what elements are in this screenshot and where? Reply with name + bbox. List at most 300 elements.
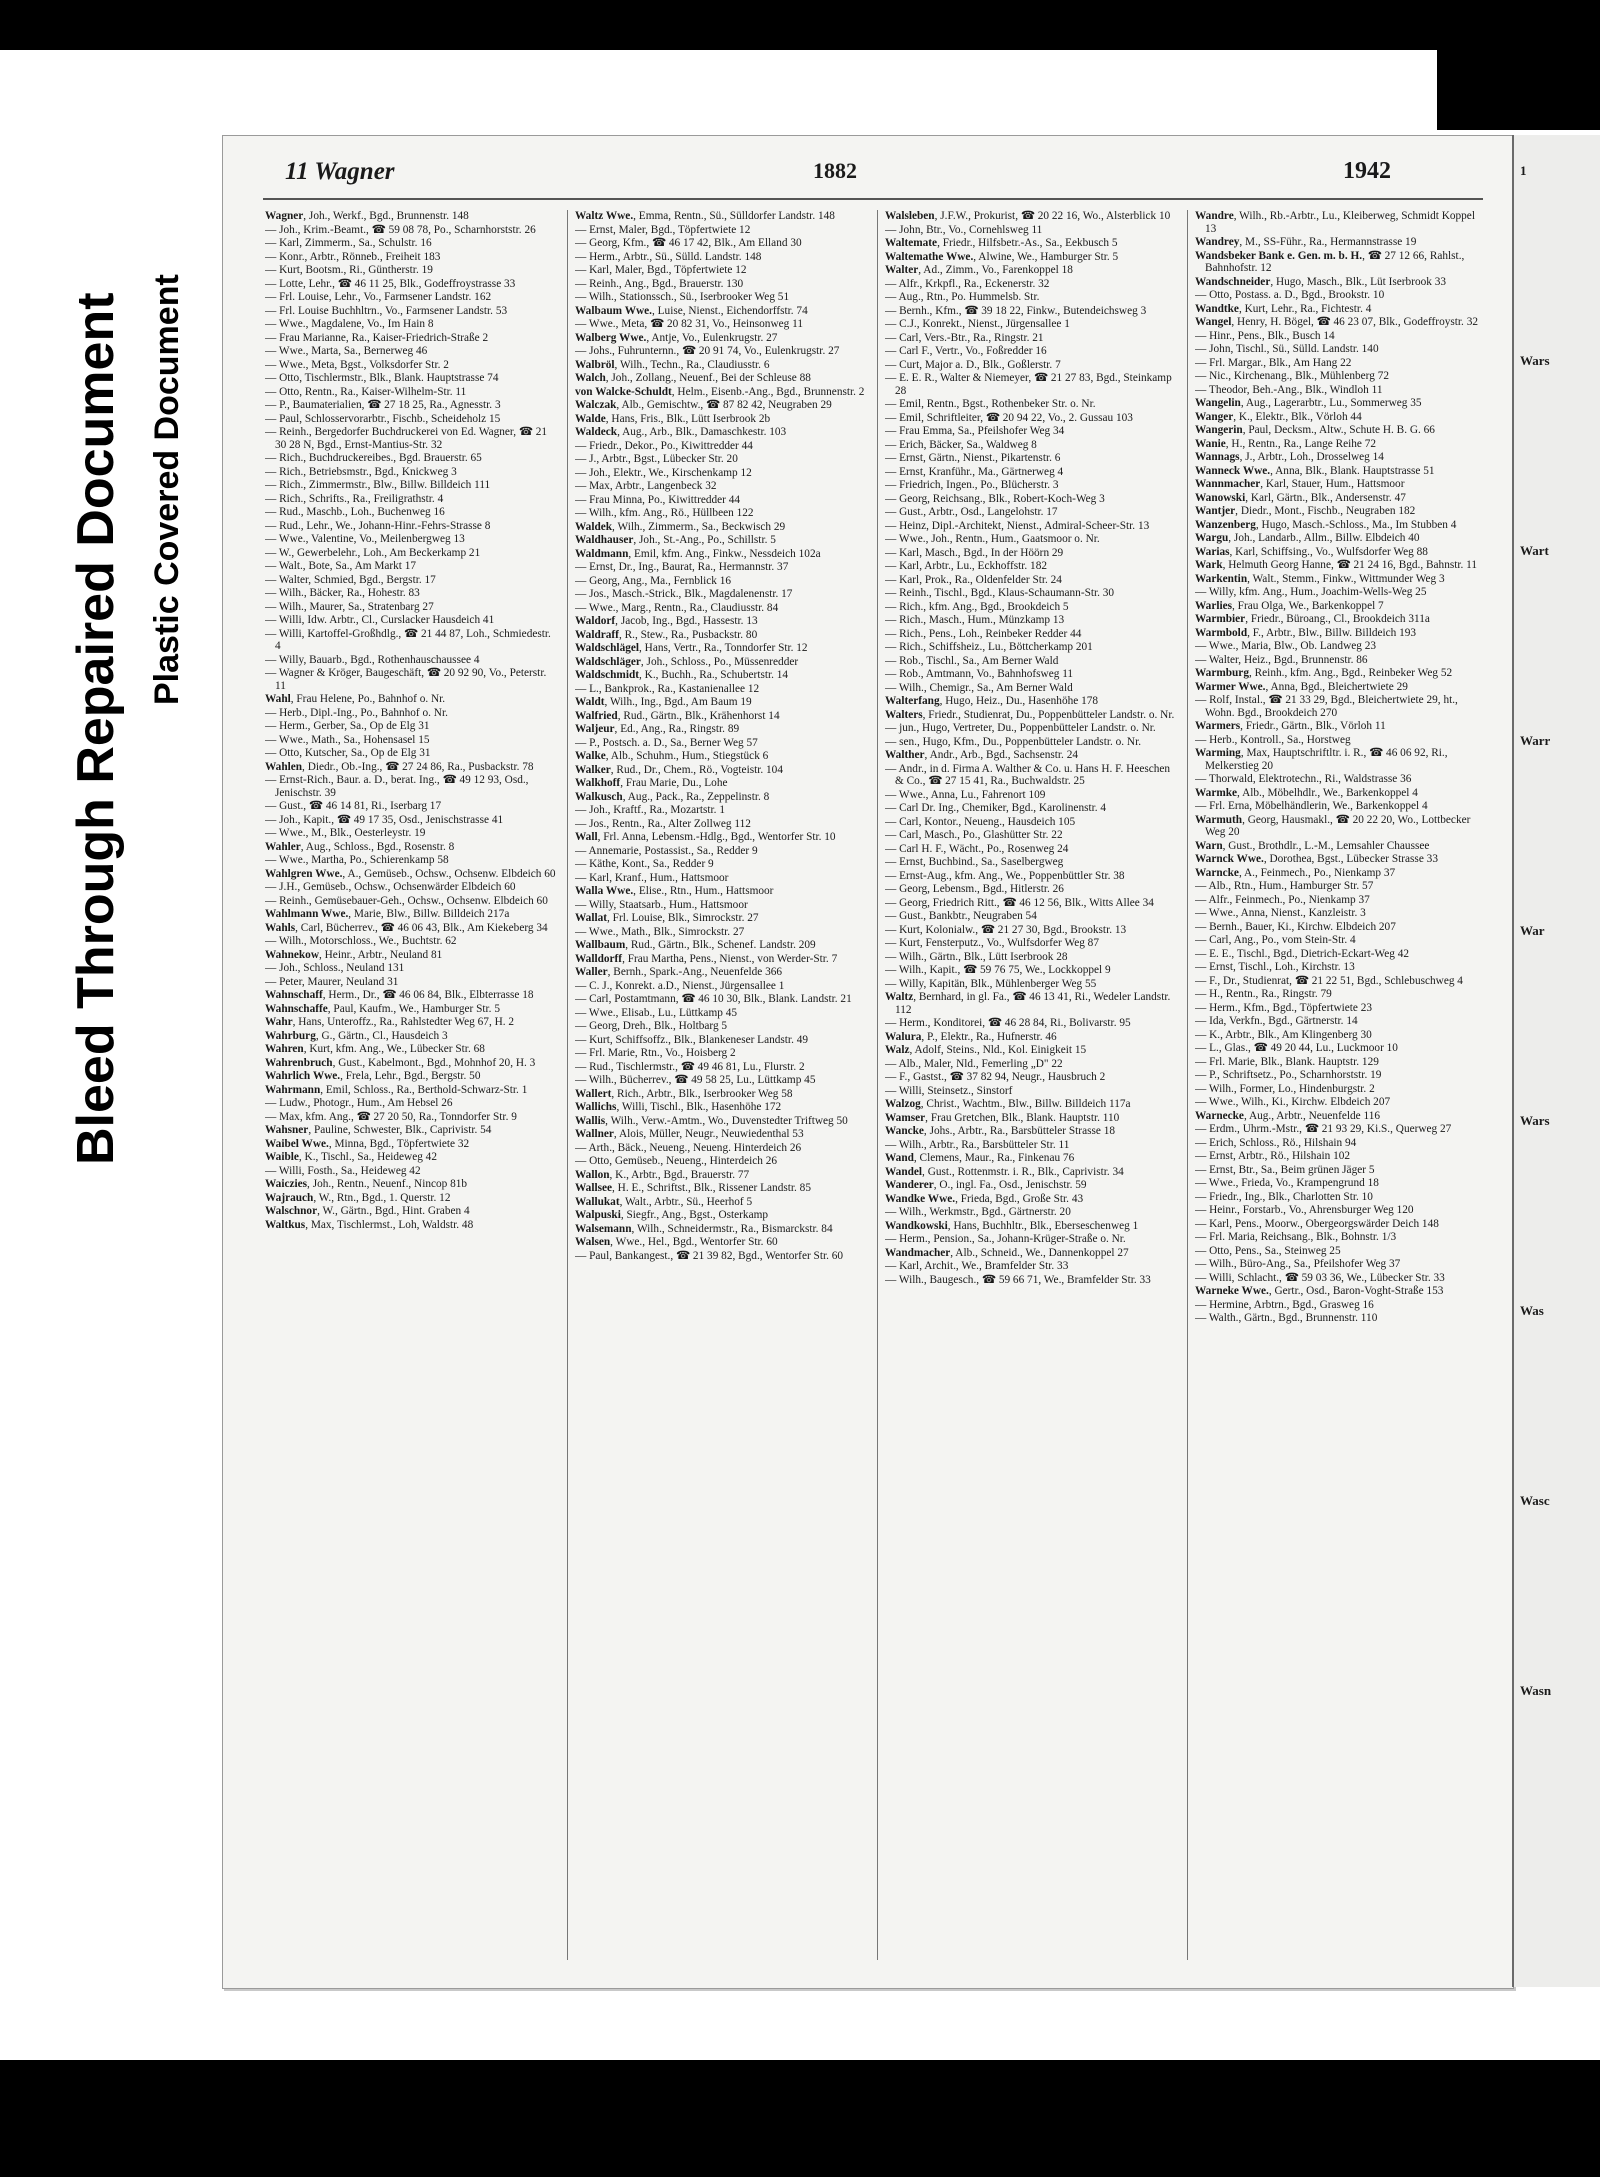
directory-entry: Walde, Hans, Fris., Blk., Lütt Iserbrook 2b <box>575 412 771 425</box>
directory-entry: — Wagner & Kröger, Baugeschäft, ☎ 20 92 90, Vo., Peterstr. 11 <box>265 667 547 692</box>
directory-entry: — Frl. Marie, Rtn., Vo., Hoisberg 2 <box>575 1047 736 1059</box>
directory-entry: — Ernst-Rich., Baur. a. D., berat. Ing., ☎ 49 12 93, Osd., Jenischstr. 39 <box>265 774 529 799</box>
directory-entry: — Karl, Prok., Ra., Oldenfelder Str. 24 <box>885 573 1062 586</box>
directory-entry: — Erich, Schloss., Rö., Hilshain 94 <box>1195 1136 1357 1149</box>
directory-entry: — Ernst, Arbtr., Rö., Hilshain 102 <box>1195 1150 1351 1162</box>
directory-entry: — Rich., Schiffsheiz., Lu., Böttcherkamp 201 <box>885 641 1093 653</box>
directory-entry: — Lotte, Lehr., ☎ 46 11 25, Blk., Godeffroystrasse 33 <box>265 277 516 290</box>
directory-entry: — Ernst, Kranführ., Ma., Gärtnerweg 4 <box>885 465 1064 478</box>
directory-entry: Wahls, Carl, Bücherrev., ☎ 46 06 43, Blk., Am Kiekeberg 34 <box>265 921 548 934</box>
directory-entry: von Walcke-Schuldt, Helm., Eisenb.-Ang., Bgd., Brunnenstr. 2 <box>575 385 865 398</box>
page-header-left: 11 Wagner <box>285 158 395 185</box>
directory-entry: — F., Gastst., ☎ 37 82 94, Neugr., Hausbruch 2 <box>885 1071 1106 1083</box>
directory-entry: — Frl. Marie, Blk., Blank. Hauptstr. 129 <box>1195 1055 1379 1068</box>
directory-entry: — Carl H. F., Wächt., Po., Rosenweg 24 <box>885 842 1069 855</box>
directory-entry: — Herm., Gerber, Sa., Op de Elg 31 <box>265 720 430 732</box>
directory-entry: Wagner, Joh., Werkf., Bgd., Brunnenstr. 148 <box>265 210 469 222</box>
directory-entry: Wahrlich Wwe., Frela, Lehr., Bgd., Bergstr. 50 <box>265 1070 481 1082</box>
directory-entry: — Willy, Staatsarb., Hum., Hattsmoor <box>575 898 748 911</box>
directory-entry: Wallis, Wilh., Verw.-Amtm., Wo., Duvenstedter Triftweg 50 <box>575 1114 848 1127</box>
directory-entry: — Ernst, Buchbind., Sa., Saselbergweg <box>885 856 1064 868</box>
directory-entry: — Wwe., Wilh., Ki., Kirchw. Elbdeich 207 <box>1195 1096 1391 1108</box>
directory-entry: Walldorff, Frau Martha, Pens., Nienst., von Werder-Str. 7 <box>575 952 838 965</box>
directory-column-1 <box>265 210 557 1960</box>
bleed-through-label: Bleed Through Repaired Document <box>67 292 125 1165</box>
directory-entry: — Wwe., Joh., Rentn., Hum., Gaatsmoor o. Nr. <box>885 533 1100 545</box>
directory-entry: Wandtke, Kurt, Lehr., Ra., Fichtestr. 4 <box>1195 302 1372 315</box>
directory-entry: Waller, Bernh., Spark.-Ang., Neuenfelde 366 <box>575 966 783 978</box>
page-header-center: 1882 <box>813 158 857 183</box>
directory-entry: — Wwe., Magdalene, Vo., Im Hain 8 <box>265 318 434 330</box>
directory-entry: — Andr., in d. Firma A. Walther & Co. u. Hans H. F. Heeschen & Co., ☎ 27 15 41, Ra., Buchwaldstr. 25 <box>885 762 1171 787</box>
directory-entry: — Wwe., Math., Blk., Simrockstr. 27 <box>575 925 745 938</box>
directory-entry: — C. J., Konrekt. a.D., Nienst., Jürgensallee 1 <box>575 979 785 992</box>
directory-entry: Walke, Alb., Schuhm., Hum., Stiegstück 6 <box>575 750 769 762</box>
directory-entry: Waldhauser, Joh., St.-Ang., Po., Schillstr. 5 <box>575 534 776 546</box>
directory-entry: Walther, Andr., Arb., Bgd., Sachsenstr. 24 <box>885 749 1078 761</box>
directory-entry: — Carl, Masch., Po., Glashütter Str. 22 <box>885 829 1063 841</box>
directory-entry: — Ernst, Maler, Bgd., Töpfertwiete 12 <box>575 223 751 236</box>
directory-entry: — Walter, Schmied, Bgd., Bergstr. 17 <box>265 573 436 586</box>
directory-entry: Waljeur, Ed., Ang., Ra., Ringstr. 89 <box>575 723 740 735</box>
directory-entry: — Rob., Amtmann, Vo., Bahnhofsweg 11 <box>885 668 1074 680</box>
directory-entry: — Otto, Postass. a. D., Bgd., Brookstr. 10 <box>1195 289 1385 301</box>
header-rule <box>263 198 1483 200</box>
directory-entry: — Rich., Schrifts., Ra., Freiligrathstr. 4 <box>265 492 444 505</box>
directory-entry: — Bernh., Bauer, Ki., Kirchw. Elbdeich 207 <box>1195 920 1396 933</box>
directory-entry: — Jos., Masch.-Strick., Blk., Magdalenenstr. 17 <box>575 588 793 600</box>
directory-entry: — Wilh., Maurer, Sa., Stratenbarg 27 <box>265 600 434 613</box>
directory-entry: — Rich., Pens., Loh., Reinbeker Redder 44 <box>885 627 1082 640</box>
directory-entry: — Georg, Kfm., ☎ 46 17 42, Blk., Am Elland 30 <box>575 237 802 249</box>
top-scan-border <box>0 0 1600 50</box>
directory-entry: — Herm., Konditorei, ☎ 46 28 84, Ri., Bolivarstr. 95 <box>885 1017 1131 1029</box>
directory-entry: — Ernst, Dr., Ing., Baurat, Ra., Hermannstr. 37 <box>575 561 789 573</box>
directory-entry: Walberg Wwe., Antje, Vo., Eulenkrugstr. 27 <box>575 331 778 344</box>
directory-entry: Waltkus, Max, Tischlermst., Loh, Waldstr. 48 <box>265 1218 474 1231</box>
directory-entry: — Wilh., Gärtn., Blk., Lütt Iserbrook 28 <box>885 950 1068 963</box>
directory-entry: Wark, Helmuth Georg Hanne, ☎ 21 24 16, Bgd., Bahnstr. 11 <box>1195 559 1478 571</box>
directory-entry: — Joh., Kapit., ☎ 49 17 35, Osd., Jenischstrasse 41 <box>265 813 504 826</box>
directory-entry: Warnck Wwe., Dorothea, Bgst., Lübecker Strasse 33 <box>1195 853 1438 865</box>
directory-entry: Wargu, Joh., Landarb., Allm., Billw. Elbdeich 40 <box>1195 532 1420 544</box>
directory-entry: — Heinr., Forstarb., Vo., Ahrensburger Weg 120 <box>1195 1204 1414 1216</box>
directory-entry: — Georg, Dreh., Blk., Holtbarg 5 <box>575 1020 728 1032</box>
adjacent-page-fragment: Warr <box>1520 733 1551 748</box>
directory-entry: — Georg, Reichsang., Blk., Robert-Koch-Weg 3 <box>885 492 1105 505</box>
directory-entry: Waltemate, Friedr., Hilfsbetr.-As., Sa., Eekbusch 5 <box>885 237 1118 249</box>
directory-entry: Walpuski, Siegfr., Ang., Bgst., Osterkamp <box>575 1209 769 1221</box>
directory-entry: — Willi, Schlacht., ☎ 59 03 36, We., Lübecker Str. 33 <box>1195 1271 1445 1284</box>
directory-entry: Walker, Rud., Dr., Chem., Rö., Vogteistr. 104 <box>575 763 783 776</box>
directory-entry: — Wilh., Bücherrev., ☎ 49 58 25, Lu., Lüttkamp 45 <box>575 1074 816 1086</box>
directory-entry: Walsen, Wwe., Hel., Bgd., Wentorfer Str. 60 <box>575 1236 778 1248</box>
directory-entry: — Otto, Rentn., Ra., Kaiser-Wilhelm-Str. 11 <box>265 385 467 398</box>
directory-entry: — Wwe., Martha, Po., Schierenkamp 58 <box>265 854 449 866</box>
directory-entry: — Ernst, Btr., Sa., Beim grünen Jäger 5 <box>1195 1163 1375 1176</box>
directory-entry: Waldschmidt, K., Buchh., Ra., Schubertstr. 14 <box>575 669 789 681</box>
directory-entry: — E. E. R., Walter & Niemeyer, ☎ 21 27 83, Bgd., Steinkamp 28 <box>885 372 1172 397</box>
directory-entry: — Rich., Betriebsmstr., Bgd., Knickweg 3 <box>265 465 457 478</box>
directory-entry: Wandkowski, Hans, Buchhltr., Blk., Eberseschenweg 1 <box>885 1219 1139 1232</box>
directory-entry: — Alb., Maler, Nld., Femerling „D" 22 <box>885 1057 1063 1070</box>
directory-entry: Waldraff, R., Stew., Ra., Pusbackstr. 80 <box>575 628 758 641</box>
directory-entry: — Frl. Erna, Möbelhändlerin, We., Barkenkoppel 4 <box>1195 800 1428 812</box>
directory-entry: Wandre, Wilh., Rb.-Arbtr., Lu., Kleiberweg, Schmidt Koppel 13 <box>1195 210 1475 235</box>
directory-entry: — Emil, Schriftleiter, ☎ 20 94 22, Vo., 2. Gussau 103 <box>885 411 1133 424</box>
directory-entry: — Rob., Tischl., Sa., Am Berner Wald <box>885 654 1059 667</box>
directory-entry: — P., Baumaterialien, ☎ 27 18 25, Ra., Agnesstr. 3 <box>265 399 501 411</box>
directory-entry: Wandrey, M., SS-Führ., Ra., Hermannstrasse 19 <box>1195 236 1417 248</box>
directory-entry: — Carl, Ang., Po., vom Stein-Str. 4 <box>1195 934 1356 946</box>
directory-entry: — Wilh., Kapit., ☎ 59 76 75, We., Lockkoppel 9 <box>885 964 1111 976</box>
directory-entry: — Friedr., Ing., Blk., Charlotten Str. 10 <box>1195 1190 1373 1203</box>
directory-entry: Warmbold, F., Arbtr., Blw., Billw. Billdeich 193 <box>1195 626 1417 639</box>
directory-entry: Wallner, Alois, Müller, Neugr., Neuwiedenthal 53 <box>575 1128 804 1140</box>
directory-entry: — Erich, Bäcker, Sa., Waldweg 8 <box>885 438 1037 451</box>
directory-entry: — Kurt, Bootsm., Ri., Güntherstr. 19 <box>265 264 433 276</box>
directory-entry: Wanie, H., Rentn., Ra., Lange Reihe 72 <box>1195 437 1377 450</box>
adjacent-page-fragment: Wars <box>1520 353 1550 368</box>
bottom-scan-border <box>0 2060 1600 2177</box>
directory-entry: Wallon, K., Arbtr., Bgd., Brauerstr. 77 <box>575 1168 750 1181</box>
directory-entry: — Rud., Maschb., Loh., Buchenweg 16 <box>265 506 445 518</box>
adjacent-page-fragment: War <box>1520 923 1545 938</box>
directory-entry: Walzog, Christ., Wachtm., Blw., Billw. Billdeich 117a <box>885 1098 1131 1110</box>
directory-entry: Wantjer, Diedr., Mont., Fischb., Neugraben 182 <box>1195 505 1416 517</box>
directory-entry: — Herm., Pension., Sa., Johann-Krüger-Straße o. Nr. <box>885 1233 1126 1245</box>
directory-entry: Warias, Karl, Schiffsing., Vo., Wulfsdorfer Weg 88 <box>1195 545 1428 558</box>
directory-entry: — Ludw., Photogr., Hum., Am Hebsel 26 <box>265 1097 453 1109</box>
directory-entry: — H., Rentn., Ra., Ringstr. 79 <box>1195 988 1332 1000</box>
directory-entry: Warmke, Alb., Möbelhdlr., We., Barkenkoppel 4 <box>1195 786 1418 799</box>
directory-entry: — J.H., Gemüseb., Ochsw., Ochsenwärder Elbdeich 60 <box>265 881 516 893</box>
directory-column-3 <box>885 210 1177 1960</box>
directory-entry: Wahr, Hans, Unteroffz., Ra., Rahlstedter Weg 67, H. 2 <box>265 1016 515 1028</box>
page-header-right: 1942 <box>1343 158 1391 184</box>
directory-entry: Wallat, Frl. Louise, Blk., Simrockstr. 27 <box>575 912 759 924</box>
directory-entry: — Carl, Vers.-Btr., Ra., Ringstr. 21 <box>885 331 1044 344</box>
directory-entry: — Theodor, Beh.-Ang., Blk., Windloh 11 <box>1195 383 1383 396</box>
directory-entry: Waldschlägel, Hans, Vertr., Ra., Tonndorfer Str. 12 <box>575 642 808 654</box>
directory-entry: — Wilh., Stationssch., Sü., Iserbrooker Weg 51 <box>575 291 790 303</box>
adjacent-page-fragment: Wart <box>1520 543 1549 558</box>
directory-entry: — Max, kfm. Ang., ☎ 27 20 50, Ra., Tonndorfer Str. 9 <box>265 1110 517 1123</box>
directory-entry: — Friedr., Dekor., Po., Kiwittredder 44 <box>575 439 753 452</box>
directory-entry: — Wilh., Bäcker, Ra., Hohestr. 83 <box>265 587 420 599</box>
directory-entry: — Alfr., Krkpfl., Ra., Eckenerstr. 32 <box>885 277 1050 290</box>
directory-entry: — Frau Emma, Sa., Pfeilshofer Weg 34 <box>885 425 1065 437</box>
scan-corner-shadow <box>1437 50 1600 130</box>
directory-entry: — P., Postsch. a. D., Sa., Berner Weg 57 <box>575 736 758 749</box>
directory-entry: Waibel Wwe., Minna, Bgd., Töpfertwiete 32 <box>265 1137 470 1150</box>
directory-entry: — Herb., Dipl.-Ing., Po., Bahnhof o. Nr. <box>265 706 448 719</box>
directory-entry: — Wwe., Maria, Blw., Ob. Landweg 23 <box>1195 640 1377 652</box>
directory-entry: — Wwe., Elisab., Lu., Lüttkamp 45 <box>575 1006 738 1019</box>
directory-entry: Wallsee, H. E., Schriftst., Blk., Rissener Landstr. 85 <box>575 1182 811 1194</box>
directory-entry: — Wwe., M., Blk., Oesterleystr. 19 <box>265 827 426 839</box>
directory-entry: — Wilh., Motorschloss., We., Buchtstr. 62 <box>265 935 457 947</box>
directory-entry: — John, Tischl., Sü., Sülld. Landstr. 140 <box>1195 343 1379 355</box>
directory-entry: Wandmacher, Alb., Schneid., We., Dannenkoppel 27 <box>885 1246 1129 1259</box>
directory-entry: — Wwe., Marg., Rentn., Ra., Claudiusstr. 84 <box>575 601 779 614</box>
directory-entry: — L., Bankprok., Ra., Kastanienallee 12 <box>575 682 760 695</box>
directory-entry: — Friedrich, Ingen., Po., Blücherstr. 3 <box>885 479 1059 491</box>
directory-entry: — Wilh., Arbtr., Ra., Barsbütteler Str. 11 <box>885 1138 1070 1151</box>
directory-entry: Walsemann, Wilh., Schneidermstr., Ra., Bismarckstr. 84 <box>575 1222 833 1235</box>
directory-entry: — Peter, Maurer, Neuland 31 <box>265 975 399 988</box>
directory-entry: Wandel, Gust., Rottenmstr. i. R., Blk., Caprivistr. 34 <box>885 1165 1124 1178</box>
directory-entry: Wanneck Wwe., Anna, Blk., Blank. Hauptstrasse 51 <box>1195 464 1435 477</box>
directory-entry: Wahrburg, G., Gärtn., Cl., Hausdeich 3 <box>265 1029 448 1042</box>
directory-entry: — Carl, Postamtmann, ☎ 46 10 30, Blk., Blank. Landstr. 21 <box>575 993 852 1005</box>
directory-entry: Walura, P., Elektr., Ra., Hufnerstr. 46 <box>885 1030 1057 1043</box>
directory-entry: — Emil, Rentn., Bgst., Rothenbeker Str. o. Nr. <box>885 398 1096 410</box>
directory-entry: Waible, K., Tischl., Sa., Heideweg 42 <box>265 1151 437 1163</box>
directory-entry: — Rich., kfm. Ang., Bgd., Brookdeich 5 <box>885 600 1069 613</box>
directory-entry: — Willi, Kartoffel-Großhdlg., ☎ 21 44 87, Loh., Schmiedestr. 4 <box>265 627 551 652</box>
directory-entry: — Rolf, Instal., ☎ 21 33 29, Bgd., Bleichertwiete 29, ht., Wohn. Bgd., Brookdeich 270 <box>1195 694 1458 719</box>
directory-entry: — Wilh., Büro-Ang., Sa., Pfeilshofer Weg 37 <box>1195 1258 1401 1270</box>
adjacent-page-edge <box>1512 135 1600 1987</box>
directory-entry: Waldeck, Aug., Arb., Blk., Damaschkestr. 103 <box>575 426 787 438</box>
directory-entry: Wahler, Aug., Schloss., Bgd., Rosenstr. 8 <box>265 840 455 853</box>
directory-entry: — E. E., Tischl., Bgd., Dietrich-Eckart-Weg 42 <box>1195 947 1410 960</box>
directory-entry: — Karl, Pens., Moorw., Obergeorgswärder Deich 148 <box>1195 1217 1439 1230</box>
directory-entry: — Willy, kfm. Ang., Hum., Joachim-Wells-Weg 25 <box>1195 586 1427 598</box>
directory-entry: Wahlen, Diedr., Ob.-Ing., ☎ 27 24 86, Ra., Pusbackstr. 78 <box>265 760 534 773</box>
directory-entry: — P., Schriftsetz., Po., Scharnhorststr. 19 <box>1195 1069 1382 1081</box>
directory-entry: — Karl, Arbtr., Lu., Eckhoffstr. 182 <box>885 560 1048 572</box>
directory-column-2 <box>575 210 867 1960</box>
directory-entry: Wahlmann Wwe., Marie, Blw., Billw. Billdeich 217a <box>265 908 510 920</box>
directory-entry: Wangerin, Paul, Decksm., Altw., Schute H. B. G. 66 <box>1195 424 1435 436</box>
directory-entry: — Willy, Bauarb., Bgd., Rothenhauschaussee 4 <box>265 653 480 666</box>
directory-entry: — Wwe., Marta, Sa., Bernerweg 46 <box>265 345 428 357</box>
adjacent-page-fragment: Wasc <box>1520 1493 1550 1508</box>
directory-entry: — Georg, Ang., Ma., Fernblick 16 <box>575 574 732 587</box>
directory-entry: Wandke Wwe., Frieda, Bgd., Große Str. 43 <box>885 1192 1084 1205</box>
directory-entry: Waltz, Bernhard, in gl. Fa., ☎ 46 13 41, Ri., Wedeler Landstr. 112 <box>885 991 1171 1016</box>
directory-entry: Walbröl, Wilh., Techn., Ra., Claudiusstr. 6 <box>575 358 770 371</box>
directory-entry: — Carl F., Vertr., Vo., Foßredder 16 <box>885 345 1047 357</box>
directory-entry: — John, Btr., Vo., Cornehlsweg 11 <box>885 223 1043 236</box>
directory-entry: — F., Dr., Studienrat, ☎ 21 22 51, Bgd., Schlebuschweg 4 <box>1195 974 1463 987</box>
directory-entry: — Walter, Heiz., Bgd., Brunnenstr. 86 <box>1195 653 1368 666</box>
directory-entry: Wahlgren Wwe., A., Gemüseb., Ochsw., Ochsenw. Elbdeich 60 <box>265 867 556 880</box>
adjacent-page-fragment: Wasn <box>1520 1683 1552 1698</box>
directory-entry: — Reinh., Bergedorfer Buchdruckerei von Ed. Wagner, ☎ 21 30 28 N, Bgd., Ernst-Mantius-Str. 32 <box>265 426 548 451</box>
directory-entry: — Karl, Kranf., Hum., Hattsmoor <box>575 871 729 884</box>
directory-entry: — Reinh., Gemüsebauer-Geh., Ochsw., Ochsenw. Elbdeich 60 <box>265 894 548 907</box>
directory-column-4 <box>1195 210 1487 1960</box>
directory-entry: Wahl, Frau Helene, Po., Bahnhof o. Nr. <box>265 693 446 705</box>
directory-entry: Waltemathe Wwe., Alwine, We., Hamburger Str. 5 <box>885 250 1119 263</box>
directory-entry: Walterfang, Hugo, Heiz., Du., Hasenhöhe 178 <box>885 695 1099 707</box>
directory-entry: — Hermine, Arbtrn., Bgd., Grasweg 16 <box>1195 1298 1374 1311</box>
directory-entry: Wamser, Frau Gretchen, Blk., Blank. Hauptstr. 110 <box>885 1111 1120 1124</box>
directory-entry: Wannmacher, Karl, Stauer, Hum., Hattsmoor <box>1195 478 1405 490</box>
directory-entry: — Wwe., Frieda, Vo., Krampengrund 18 <box>1195 1177 1379 1189</box>
directory-entry: — Kurt, Kolonialw., ☎ 21 27 30, Bgd., Brookstr. 13 <box>885 923 1127 936</box>
directory-entry: Warmer Wwe., Anna, Bgd., Bleichertwiete 29 <box>1195 680 1408 693</box>
column-divider <box>877 210 878 1960</box>
directory-entry: — Rich., Buchdruckereibes., Bgd. Brauerstr. 65 <box>265 452 482 464</box>
directory-entry: — Joh., Elektr., We., Kirschenkamp 12 <box>575 466 752 479</box>
directory-entry: — Karl, Maler, Bgd., Töpfertwiete 12 <box>575 264 747 276</box>
directory-entry: Wahnekow, Heinr., Arbtr., Neuland 81 <box>265 948 443 961</box>
directory-entry: — Alfr., Feinmech., Po., Nienkamp 37 <box>1195 893 1370 906</box>
directory-entry: — Wwe., Meta, ☎ 20 82 31, Vo., Heinsonweg 11 <box>575 318 803 330</box>
directory-entry: — Wilh., Werkmstr., Bgd., Gärtnerstr. 20 <box>885 1206 1071 1218</box>
directory-entry: Walczak, Alb., Gemischtw., ☎ 87 82 42, Neugraben 29 <box>575 399 832 411</box>
directory-entry: — Ernst, Gärtn., Nienst., Pikartenstr. 6 <box>885 452 1061 464</box>
directory-entry: Wancke, Johs., Arbtr., Ra., Barsbütteler Strasse 18 <box>885 1125 1116 1137</box>
directory-entry: — Gust., ☎ 46 14 81, Ri., Iserbarg 17 <box>265 800 442 812</box>
directory-entry: — Erdm., Uhrm.-Mstr., ☎ 21 93 29, Ki.S., Querweg 27 <box>1195 1123 1452 1135</box>
directory-entry: — Heinz, Dipl.-Architekt, Nienst., Admiral-Scheer-Str. 13 <box>885 519 1150 532</box>
directory-entry: Walkusch, Aug., Pack., Ra., Zeppelinstr. 8 <box>575 790 770 803</box>
directory-entry: Wandsbeker Bank e. Gen. m. b. H., ☎ 27 12 66, Rahlst., Bahnhofstr. 12 <box>1195 249 1465 274</box>
directory-entry: — Wilh., Chemigr., Sa., Am Berner Wald <box>885 681 1073 694</box>
directory-entry: — Otto, Pens., Sa., Steinweg 25 <box>1195 1244 1341 1257</box>
directory-entry: — C.J., Konrekt., Nienst., Jürgensallee 1 <box>885 318 1070 330</box>
directory-entry: Waldschläger, Joh., Schloss., Po., Müssenredder <box>575 655 799 668</box>
directory-entry: — Otto, Gemüseb., Neueng., Hinterdeich 26 <box>575 1155 778 1167</box>
directory-entry: — Annemarie, Postassist., Sa., Redder 9 <box>575 844 758 857</box>
directory-entry: — jun., Hugo, Vertreter, Du., Poppenbütteler Landstr. o. Nr. <box>885 722 1156 734</box>
directory-entry: Waldt, Wilh., Ing., Bgd., Am Baum 19 <box>575 696 752 708</box>
directory-entry: — Paul, Bankangest., ☎ 21 39 82, Bgd., Wentorfer Str. 60 <box>575 1249 844 1262</box>
directory-entry: Walbaum Wwe., Luise, Nienst., Eichendorffstr. 74 <box>575 304 808 317</box>
directory-entry: Walla Wwe., Elise., Rtn., Hum., Hattsmoor <box>575 885 774 897</box>
directory-entry: Waldek, Wilh., Zimmerm., Sa., Beckwisch 29 <box>575 520 786 533</box>
directory-entry: Walter, Ad., Zimm., Vo., Farenkoppel 18 <box>885 264 1073 276</box>
directory-entry: — Wilh., Former, Lo., Hindenburgstr. 2 <box>1195 1082 1375 1095</box>
directory-entry: — Wwe., Meta, Bgst., Volksdorfer Str. 2 <box>265 358 449 371</box>
directory-entry: Walkhoff, Frau Marie, Du., Lohe <box>575 777 728 789</box>
directory-entry: Wannags, J., Arbtr., Loh., Drosselweg 14 <box>1195 451 1384 463</box>
directory-entry: Wahren, Kurt, kfm. Ang., We., Lübecker Str. 68 <box>265 1043 485 1055</box>
directory-entry: — Wwe., Valentine, Vo., Meilenbergweg 13 <box>265 533 465 545</box>
directory-entry: — Wwe., Math., Sa., Hohensasel 15 <box>265 733 430 746</box>
directory-entry: Wanger, K., Elektr., Blk., Vörloh 44 <box>1195 410 1362 423</box>
directory-entry: Wallichs, Willi, Tischl., Blk., Hasenhöhe 172 <box>575 1101 782 1113</box>
directory-entry: Warneke Wwe., Gertr., Osd., Baron-Voght-Straße 153 <box>1195 1285 1444 1297</box>
directory-entry: — Reinh., Ang., Bgd., Brauerstr. 130 <box>575 277 744 290</box>
directory-entry: — Carl, Kontor., Neueng., Hausdeich 105 <box>885 815 1076 828</box>
plastic-covered-label: Plastic Covered Document <box>148 274 186 705</box>
directory-entry: Waiczies, Joh., Rentn., Neuenf., Nincop 81b <box>265 1178 468 1190</box>
directory-entry: — Otto, Kutscher, Sa., Op de Elg 31 <box>265 747 431 759</box>
directory-entry: — Karl, Zimmerm., Sa., Schulstr. 16 <box>265 237 432 249</box>
directory-entry: Wajrauch, W., Rtn., Bgd., 1. Querstr. 12 <box>265 1191 451 1204</box>
directory-entry: — Karl, Masch., Bgd., In der Höörn 29 <box>885 546 1064 559</box>
directory-columns <box>265 210 1485 1960</box>
directory-entry: Warnecke, Aug., Arbtr., Neuenfelde 116 <box>1195 1109 1381 1122</box>
directory-entry: Wangelin, Aug., Lagerarbtr., Lu., Sommerweg 35 <box>1195 397 1422 409</box>
directory-entry: Warkentin, Walt., Stemm., Finkw., Wittmunder Weg 3 <box>1195 572 1445 585</box>
directory-entry: Waldorf, Jacob, Ing., Bgd., Hassestr. 13 <box>575 615 758 627</box>
directory-entry: — Frau Minna, Po., Kiwittredder 44 <box>575 493 741 506</box>
column-divider <box>567 210 568 1960</box>
directory-entry: — Willi, Fosth., Sa., Heideweg 42 <box>265 1164 421 1177</box>
directory-entry: Walch, Joh., Zollang., Neuenf., Bei der Schleuse 88 <box>575 372 811 384</box>
directory-entry: — Arth., Bäck., Neueng., Neueng. Hinterdeich 26 <box>575 1141 802 1154</box>
directory-entry: Warmuth, Georg, Hausmakl., ☎ 20 22 20, Wo., Lottbecker Weg 20 <box>1195 813 1471 838</box>
directory-entry: — Frl. Margar., Blk., Am Hang 22 <box>1195 356 1352 369</box>
directory-entry: — Karl, Archit., We., Bramfelder Str. 33 <box>885 1260 1069 1272</box>
directory-entry: Wahrenbruch, Gust., Kabelmont., Bgd., Mohnhof 20, H. 3 <box>265 1056 536 1069</box>
directory-entry: Warmers, Friedr., Gärtn., Blk., Vörloh 11 <box>1195 720 1386 732</box>
directory-entry: Waltz Wwe., Emma, Rentn., Sü., Sülldorfer Landstr. 148 <box>575 210 835 222</box>
directory-entry: — Joh., Schloss., Neuland 131 <box>265 962 405 974</box>
directory-entry: Walz, Adolf, Steins., Nld., Kol. Einigkeit 15 <box>885 1044 1087 1056</box>
directory-entry: — Kurt, Fensterputz., Vo., Wulfsdorfer Weg 87 <box>885 937 1099 949</box>
directory-entry: Wangel, Henry, H. Bögel, ☎ 46 23 07, Blk., Godeffroystr. 32 <box>1195 316 1478 328</box>
directory-entry: — Käthe, Kont., Sa., Redder 9 <box>575 858 714 870</box>
directory-entry: Wahsner, Pauline, Schwester, Blk., Caprivistr. 54 <box>265 1124 492 1136</box>
directory-entry: Warmburg, Reinh., kfm. Ang., Bgd., Reinbeker Weg 52 <box>1195 667 1453 679</box>
directory-entry: — Rud., Lehr., We., Johann-Hinr.-Fehrs-Strasse 8 <box>265 519 491 532</box>
directory-entry: — Ernst, Tischl., Loh., Kirchstr. 13 <box>1195 961 1355 973</box>
directory-entry: Wahnschaff, Herm., Dr., ☎ 46 06 84, Blk., Elbterrasse 18 <box>265 989 534 1001</box>
directory-entry: Wallert, Rich., Arbtr., Blk., Iserbrooker Weg 58 <box>575 1087 793 1100</box>
directory-entry: — Kurt, Schiffsoffz., Blk., Blankeneser Landstr. 49 <box>575 1033 809 1046</box>
directory-entry: — Frl. Maria, Reichsang., Blk., Bohnstr. 1/3 <box>1195 1231 1397 1243</box>
directory-entry: — Joh., Kraftf., Ra., Mozartstr. 1 <box>575 804 725 816</box>
directory-entry: — W., Gewerbelehr., Loh., Am Beckerkamp 21 <box>265 546 481 559</box>
directory-entry: — Walth., Gärtn., Bgd., Brunnenstr. 110 <box>1195 1312 1378 1324</box>
directory-entry: — Reinh., Tischl., Bgd., Klaus-Schaumann-Str. 30 <box>885 587 1115 599</box>
directory-entry: — Paul, Schlosservorarbtr., Fischb., Scheideholz 15 <box>265 412 501 425</box>
directory-entry: Wandschneider, Hugo, Masch., Blk., Lüt Iserbrook 33 <box>1195 275 1447 288</box>
directory-page <box>222 135 1514 1989</box>
directory-entry: — Wwe., Anna, Lu., Fahrenort 109 <box>885 788 1046 801</box>
directory-entry: Walters, Friedr., Studienrat, Du., Poppenbütteler Landstr. o. Nr. <box>885 708 1175 721</box>
directory-entry: Wanowski, Karl, Gärtn., Blk., Andersenstr. 47 <box>1195 491 1406 504</box>
directory-entry: — Otto, Tischlermstr., Blk., Blank. Hauptstrasse 74 <box>265 372 499 384</box>
directory-entry: — Willi, Steinsetz., Sinstorf <box>885 1084 1013 1097</box>
directory-entry: — Herm., Kfm., Bgd., Töpfertwiete 23 <box>1195 1001 1373 1014</box>
directory-entry: — Frl. Louise Buchhltrn., Vo., Farmsener Landstr. 53 <box>265 304 508 317</box>
directory-entry: — Wilh., kfm. Ang., Rö., Hüllbeen 122 <box>575 507 754 519</box>
directory-entry: — Wilh., Baugesch., ☎ 59 66 71, We., Bramfelder Str. 33 <box>885 1273 1151 1286</box>
directory-entry: — Bernh., Kfm., ☎ 39 18 22, Finkw., Butendeichsweg 3 <box>885 304 1147 317</box>
directory-entry: — Wwe., Anna, Nienst., Kanzleistr. 3 <box>1195 907 1366 919</box>
directory-entry: — Frl. Louise, Lehr., Vo., Farmsener Landstr. 162 <box>265 291 492 303</box>
adjacent-page-fragment: Was <box>1520 1303 1544 1318</box>
directory-entry: — Herb., Kontroll., Sa., Horstweg <box>1195 733 1351 746</box>
directory-entry: — Georg, Friedrich Ritt., ☎ 46 12 56, Blk., Witts Allee 34 <box>885 896 1154 909</box>
directory-entry: — K., Arbtr., Blk., Am Klingenberg 30 <box>1195 1028 1372 1041</box>
directory-entry: — Jos., Rentn., Ra., Alter Zollweg 112 <box>575 817 751 830</box>
directory-entry: — L., Glas., ☎ 49 20 44, Lu., Luckmoor 10 <box>1195 1042 1398 1054</box>
directory-entry: Wahnschaffe, Paul, Kaufm., We., Hamburger Str. 5 <box>265 1002 500 1015</box>
directory-entry: Wahrmann, Emil, Schloss., Ra., Berthold-Schwarz-Str. 1 <box>265 1083 528 1096</box>
directory-entry: — Frau Marianne, Ra., Kaiser-Friedrich-Straße 2 <box>265 331 489 344</box>
directory-entry: — Ernst-Aug., kfm. Ang., We., Poppenbüttler Str. 38 <box>885 869 1125 882</box>
adjacent-page-fragment: 1 <box>1520 163 1527 178</box>
directory-entry: — Willy, Kapitän, Blk., Mühlenberger Weg 55 <box>885 977 1097 990</box>
directory-entry: — Walt., Bote, Sa., Am Markt 17 <box>265 560 417 572</box>
column-divider <box>1187 210 1188 1960</box>
directory-entry: Walsleben, J.F.W., Prokurist, ☎ 20 22 16, Wo., Alsterblick 10 <box>885 210 1171 222</box>
directory-entry: Warn, Gust., Brothdlr., L.-M., Lemsahler Chaussee <box>1195 839 1430 852</box>
directory-entry: — Rud., Tischlermstr., ☎ 49 46 81, Lu., Flurstr. 2 <box>575 1060 805 1073</box>
directory-entry: — Gust., Arbtr., Osd., Langelohstr. 17 <box>885 506 1058 518</box>
directory-entry: — Rich., Zimmermstr., Blw., Billw. Billdeich 111 <box>265 479 491 491</box>
